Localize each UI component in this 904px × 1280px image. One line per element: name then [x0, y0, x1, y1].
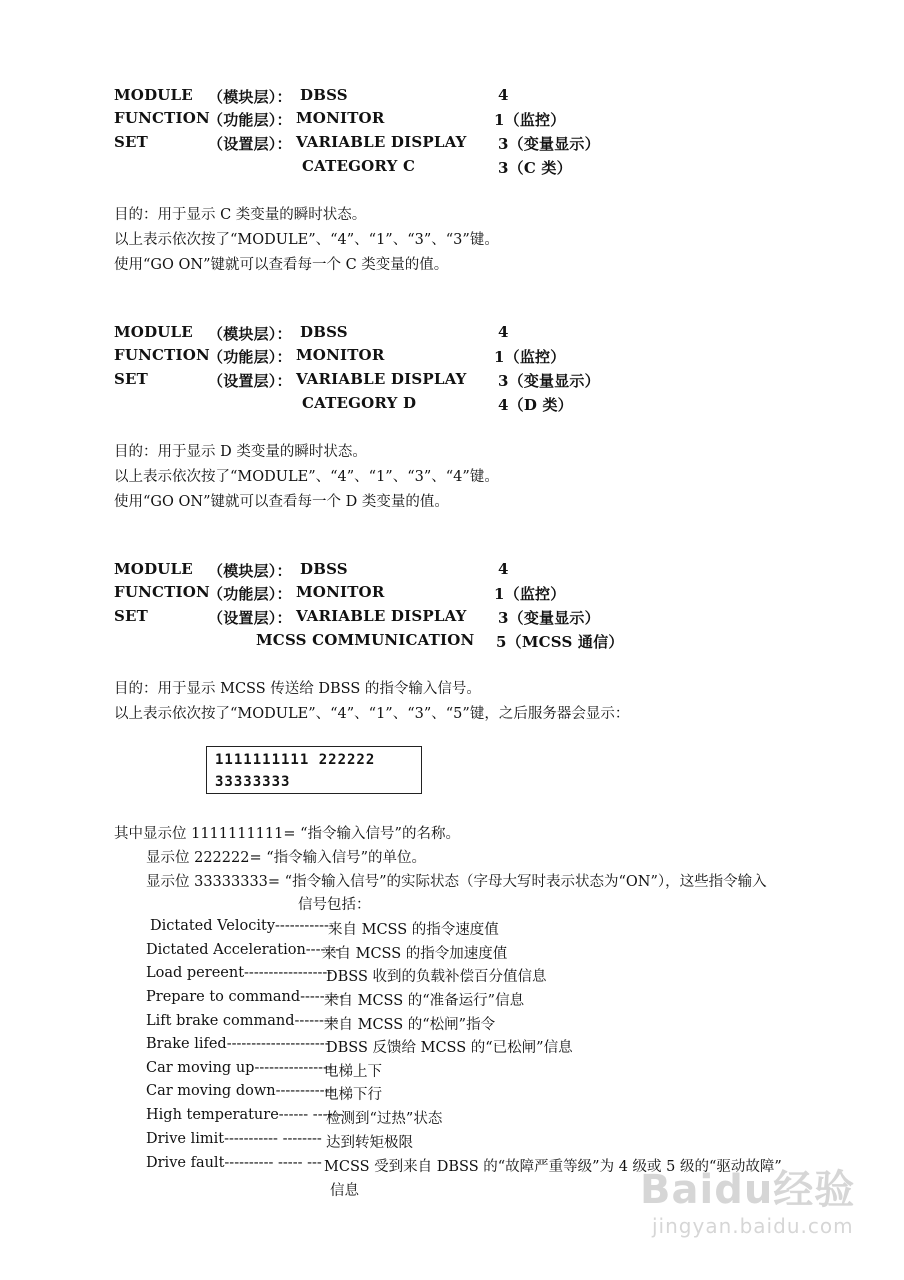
set-label: SET — [114, 607, 149, 625]
sub-code: 5（MCSS 通信） — [496, 633, 624, 651]
module-code: 4 — [498, 86, 509, 104]
set-name: VARIABLE DISPLAY — [296, 370, 467, 388]
signal-name: High temperature------ ------ — [146, 1107, 343, 1123]
signal-desc: DBSS 反馈给 MCSS 的“已松闸”信息 — [326, 1040, 573, 1056]
function-name: MONITOR — [296, 109, 385, 127]
sub-name: CATEGORY C — [302, 157, 416, 175]
signal-desc: DBSS 收到的负载补偿百分值信息 — [326, 969, 547, 985]
signal-desc: 检测到“过热”状态 — [326, 1111, 443, 1127]
function-layer: （功能层）： — [208, 348, 292, 366]
sub-code: 3（C 类） — [498, 159, 572, 177]
goon-text: 使用“GO ON”键就可以查看每一个 C 类变量的值。 — [114, 257, 449, 273]
display-line-1: 1111111111 222222 — [215, 752, 376, 768]
display-box — [206, 746, 422, 794]
set-layer: （设置层）： — [208, 372, 292, 390]
signal-name: Load pereent------------------ — [146, 965, 333, 981]
function-layer: （功能层）： — [208, 111, 292, 129]
explain-line-2: 显示位 222222= “指令输入信号”的单位。 — [146, 850, 427, 866]
module-name: DBSS — [300, 323, 348, 341]
watermark-url: jingyan.baidu.com — [652, 1214, 854, 1238]
signal-name: Drive limit----------- -------- — [146, 1131, 322, 1147]
signal-desc: 电梯下行 — [324, 1087, 382, 1103]
signal-desc: 达到转矩极限 — [326, 1135, 413, 1151]
set-label: SET — [114, 133, 149, 151]
purpose-text: 目的：用于显示 MCSS 传送给 DBSS 的指令输入信号。 — [114, 681, 481, 697]
keys-text: 以上表示依次按了“MODULE”、“4”、“1”、“3”、“5”键，之后服务器会显示： — [114, 706, 630, 722]
function-name: MONITOR — [296, 583, 385, 601]
signal-desc: 来自 MCSS 的指令速度值 — [328, 922, 499, 938]
signal-name: Brake lifed--------------------- — [146, 1036, 330, 1052]
sub-code: 4（D 类） — [498, 396, 573, 414]
signal-name: Prepare to command--------- — [146, 989, 345, 1005]
keys-text: 以上表示依次按了“MODULE”、“4”、“1”、“3”、“4”键。 — [114, 469, 499, 485]
module-code: 4 — [498, 323, 509, 341]
module-name: DBSS — [300, 560, 348, 578]
signal-name: Dictated Velocity------------ — [150, 918, 334, 934]
signal-name: Car moving down------------ — [146, 1083, 335, 1099]
function-label: FUNCTION — [114, 346, 210, 364]
set-name: VARIABLE DISPLAY — [296, 133, 467, 151]
function-code: 1（监控） — [494, 111, 566, 129]
signal-name: Car moving up---------------- — [146, 1060, 333, 1076]
function-layer: （功能层）： — [208, 585, 292, 603]
module-label: MODULE — [114, 560, 193, 578]
signal-name: Dictated Acceleration------- — [146, 942, 341, 958]
function-code: 1（监控） — [494, 348, 566, 366]
module-label: MODULE — [114, 86, 193, 104]
set-layer: （设置层）： — [208, 609, 292, 627]
purpose-text: 目的：用于显示 C 类变量的瞬时状态。 — [114, 207, 367, 223]
baidu-watermark — [640, 1158, 860, 1248]
module-label: MODULE — [114, 323, 193, 341]
keys-text: 以上表示依次按了“MODULE”、“4”、“1”、“3”、“3”键。 — [114, 232, 499, 248]
signal-desc: 来自 MCSS 的指令加速度值 — [322, 946, 508, 962]
signal-desc: MCSS 受到来自 DBSS 的“故障严重等级”为 4 级或 5 级的“驱动故障” — [324, 1159, 782, 1175]
function-code: 1（监控） — [494, 585, 566, 603]
set-code: 3（变量显示） — [498, 609, 600, 627]
module-layer: （模块层）： — [208, 325, 292, 343]
purpose-text: 目的：用于显示 D 类变量的瞬时状态。 — [114, 444, 367, 460]
signal-name: Lift brake command--------- — [146, 1013, 339, 1029]
signal-desc: 来自 MCSS 的“松闸”指令 — [324, 1017, 496, 1033]
sub-name: CATEGORY D — [302, 394, 417, 412]
set-code: 3（变量显示） — [498, 135, 600, 153]
sub-name: MCSS COMMUNICATION — [256, 631, 475, 649]
function-name: MONITOR — [296, 346, 385, 364]
set-name: VARIABLE DISPLAY — [296, 607, 467, 625]
module-code: 4 — [498, 560, 509, 578]
signal-desc: 电梯上下 — [324, 1064, 382, 1080]
explain-line-3: 显示位 33333333= “指令输入信号”的实际状态（字母大写时表示状态为“ON”），这些指令输入 — [146, 874, 767, 890]
explain-line-4: 信号包括： — [298, 897, 371, 913]
module-layer: （模块层）： — [208, 562, 292, 580]
function-label: FUNCTION — [114, 583, 210, 601]
function-label: FUNCTION — [114, 109, 210, 127]
signal-desc-continuation: 信息 — [330, 1183, 359, 1199]
set-code: 3（变量显示） — [498, 372, 600, 390]
goon-text: 使用“GO ON”键就可以查看每一个 D 类变量的值。 — [114, 494, 449, 510]
signal-desc: 来自 MCSS 的“准备运行”信息 — [324, 993, 525, 1009]
set-layer: （设置层）： — [208, 135, 292, 153]
module-name: DBSS — [300, 86, 348, 104]
explain-line-1: 其中显示位 1111111111= “指令输入信号”的名称。 — [114, 826, 460, 842]
watermark-logo: Baidu经验 — [640, 1167, 856, 1213]
display-line-2: 33333333 — [215, 774, 291, 790]
set-label: SET — [114, 370, 149, 388]
module-layer: （模块层）： — [208, 88, 292, 106]
signal-name: Drive fault---------- ----- --- — [146, 1155, 322, 1171]
